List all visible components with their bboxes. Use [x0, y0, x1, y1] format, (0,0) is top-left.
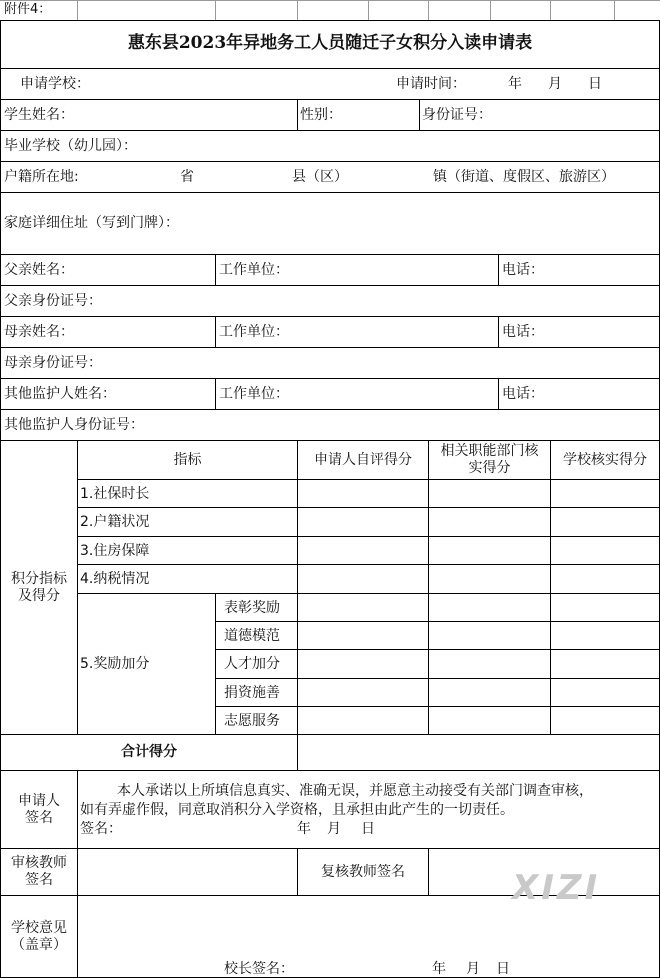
apply-time-label: 申请时间：	[396, 76, 466, 92]
apply-year: 年	[508, 76, 522, 92]
apply-day: 日	[588, 76, 602, 92]
school-sign-day: 日	[496, 961, 510, 977]
principal-sign-label: 校长签名：	[224, 961, 294, 977]
graduated-school-label: 毕业学校（幼儿园）：	[4, 138, 137, 154]
father-phone-label: 电话：	[502, 262, 544, 278]
bonus-item: 人才加分	[224, 656, 280, 672]
recheck-teacher-label: 复核教师签名	[321, 863, 405, 880]
total-score-label: 合计得分	[121, 744, 177, 760]
school-sign-year: 年	[432, 961, 446, 977]
applicant-sign-day: 日	[361, 821, 375, 837]
home-address-label: 家庭详细住址（写到门牌）：	[4, 215, 179, 231]
guardian-work-label: 工作单位：	[219, 386, 289, 402]
applicant-sign-year: 年	[297, 821, 311, 837]
applicant-sign-field: 签名：	[80, 821, 122, 837]
indicator-item: 2.户籍状况	[80, 514, 150, 530]
applicant-sign-label	[1, 771, 77, 848]
guardian-phone-label: 电话：	[502, 386, 544, 402]
teacher-review-label	[1, 849, 77, 895]
pledge-line-2: 如有弄虚作假，同意取消积分入学资格，且承担由此产生的一切责任。	[80, 802, 514, 818]
guardian-name-label: 其他监护人姓名：	[4, 386, 116, 402]
points-section-text: 积分指标及得分	[11, 570, 67, 604]
household-town: 镇（街道、度假区、旅游区）	[433, 169, 615, 185]
apply-month: 月	[548, 76, 562, 92]
household-province: 省	[180, 169, 194, 185]
teacher-review-text: 审核教师签名	[11, 855, 67, 888]
student-id-label: 身份证号：	[422, 107, 492, 123]
school-opinion-text: 学校意见（盖章）	[11, 919, 67, 953]
col-indicator-header: 指标	[173, 451, 202, 468]
indicator-item: 1.社保时长	[80, 486, 150, 502]
father-name-label: 父亲姓名：	[4, 262, 74, 278]
mother-id-label: 母亲身份证号：	[4, 355, 102, 371]
mother-work-label: 工作单位：	[219, 324, 289, 340]
col-dept-score-text: 相关职能部门核实得分	[440, 443, 539, 476]
guardian-id-label: 其他监护人身份证号：	[4, 417, 144, 433]
father-id-label: 父亲身份证号：	[4, 293, 102, 309]
mother-name-label: 母亲姓名：	[4, 324, 74, 340]
father-work-label: 工作单位：	[219, 262, 289, 278]
points-section-label	[1, 441, 77, 734]
bonus-item: 捐资施善	[224, 685, 280, 701]
mother-phone-label: 电话：	[502, 324, 544, 340]
indicator-item: 3.住房保障	[80, 543, 150, 559]
household-county: 县（区）	[292, 169, 348, 185]
col-dept-score-header	[429, 441, 550, 479]
attachment-label: 附件4：	[4, 2, 52, 17]
form-title: 惠东县2023年异地务工人员随迁子女积分入读申请表	[127, 33, 533, 53]
school-sign-month: 月	[466, 961, 480, 977]
household-label: 户籍所在地:	[4, 169, 79, 185]
student-name-label: 学生姓名：	[4, 107, 74, 123]
pledge-line-1: 本人承诺以上所填信息真实、准确无误，并愿意主动接受有关部门调查审核，	[117, 783, 593, 799]
watermark-logo: XIZI	[512, 868, 601, 908]
bonus-label: 5.奖励加分	[80, 656, 150, 672]
school-label: 申请学校：	[20, 76, 90, 92]
col-self-score-header: 申请人自评得分	[314, 451, 412, 468]
bonus-item: 道德模范	[224, 628, 280, 644]
col-school-score-header: 学校核实得分	[563, 451, 647, 468]
gender-label: 性别：	[300, 107, 342, 123]
indicator-item: 4.纳税情况	[80, 571, 150, 587]
bonus-item: 志愿服务	[224, 713, 280, 729]
applicant-sign-text: 申请人签名	[18, 792, 60, 826]
school-opinion-label	[1, 896, 77, 977]
bonus-item: 表彰奖励	[224, 600, 280, 616]
applicant-sign-month: 月	[327, 821, 341, 837]
